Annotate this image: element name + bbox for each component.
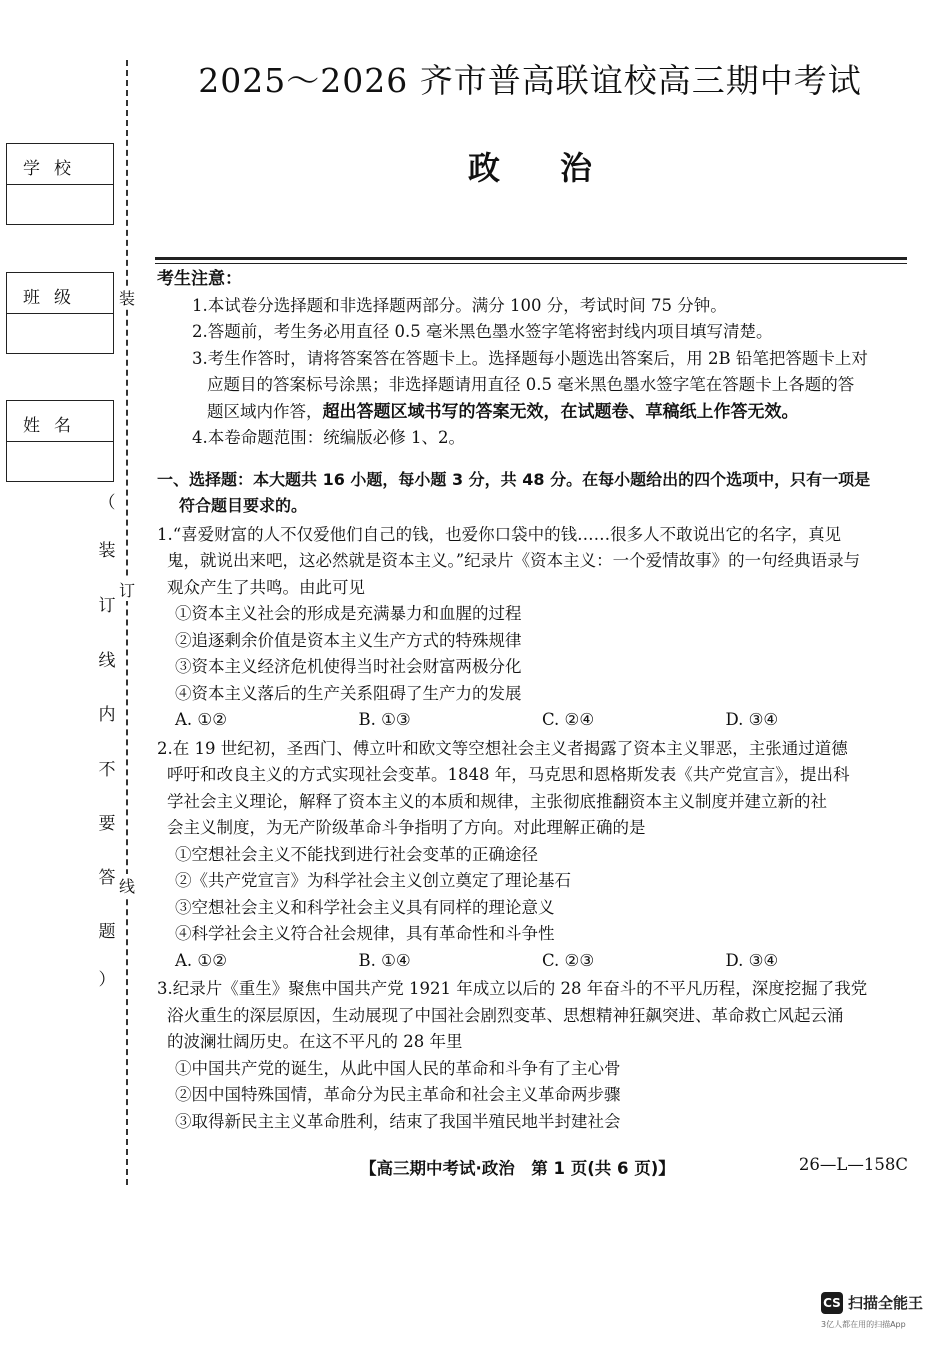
class-label: 班级	[23, 288, 85, 308]
binding-dashed-line	[126, 60, 128, 1185]
notice-item-text: 题区域内作答，	[207, 401, 323, 421]
question-stem-line: 浴火重生的深层原因，生动展现了中国社会剧烈变革、思想精神狂飙突进、革命救亡风起云涌	[167, 1005, 844, 1025]
paper-code: 26—L—158C	[798, 1155, 908, 1174]
class-field-divider	[6, 313, 114, 314]
header-rule-thin	[155, 263, 907, 264]
exam-subject: 政治	[467, 149, 652, 187]
vertical-notice-char: 订	[98, 596, 116, 616]
question-statement: ③资本主义经济危机使得当时社会财富两极分化	[175, 657, 522, 676]
question-options	[157, 707, 909, 734]
vertical-notice-char: 线	[98, 651, 116, 671]
vertical-notice-char: 不	[98, 760, 116, 780]
notice-item: 4.本卷命题范围：统编版必修 1、2。	[192, 428, 465, 447]
notice-block	[157, 266, 909, 452]
option-b: B. ①④	[358, 950, 411, 970]
vertical-notice-char: 要	[98, 814, 116, 834]
vertical-notice-char: 题	[98, 922, 116, 942]
notice-item: 2.答题前，考生务必用直径 0.5 毫米黑色墨水签字笔将密封线内项目填写清楚。	[192, 322, 773, 341]
question-stem-line: 会主义制度，为无产阶级革命斗争指明了方向。对此理解正确的是	[167, 818, 646, 837]
vertical-notice-char: 装	[98, 541, 116, 561]
notice-item-continued	[192, 399, 909, 426]
question-stem-line: 3.纪录片《重生》聚焦中国共产党 1921 年成立以后的 28 年奋斗的不平凡历程，深度挖掘了我党	[157, 979, 868, 998]
option-a: A. ①②	[175, 950, 227, 970]
question-stem-line: 1.“喜爱财富的人不仅爱他们自己的钱，也爱你口袋中的钱……很多人不敢说出它的名字，真见	[157, 524, 842, 544]
question-stem-line: 学社会主义理论，解释了资本主义的本质和规律，主张彻底推翻资本主义制度并建立新的社	[167, 791, 827, 811]
question-3	[157, 976, 909, 1135]
school-field-divider	[6, 184, 114, 185]
option-c: C. ②③	[542, 950, 595, 970]
exam-title: 2025～2026 齐市普高联谊校高三期中考试	[198, 61, 862, 100]
camscanner-name: 扫描全能王	[848, 1294, 924, 1312]
vertical-notice-char: （	[98, 493, 116, 513]
section-heading	[157, 467, 909, 520]
section-heading-line: 一、选择题：本大题共 16 小题，每小题 3 分，共 48 分。在每小题给出的四个选项中，只有一项是	[157, 469, 871, 489]
question-statement: ④资本主义落后的生产关系阻碍了生产力的发展	[175, 683, 522, 703]
school-label: 学校	[23, 159, 85, 179]
notice-bold-warning: 超出答题区域书写的答案无效，在试题卷、草稿纸上作答无效。	[322, 401, 799, 422]
notice-item: 1.本试卷分选择题和非选择题两部分。满分 100 分，考试时间 75 分钟。	[192, 295, 727, 315]
question-statement: ③空想社会主义和科学社会主义具有同样的理论意义	[175, 897, 555, 917]
question-2	[157, 736, 909, 975]
question-statement: ②追逐剩余价值是资本主义生产方式的特殊规律	[175, 630, 522, 650]
option-d: D. ③④	[725, 710, 779, 729]
binding-char-xian: 线	[119, 874, 135, 897]
question-1	[157, 522, 909, 734]
vertical-notice-char: 内	[98, 705, 116, 725]
question-statement: ③取得新民主主义革命胜利，结束了我国半殖民地半封建社会	[175, 1111, 621, 1131]
camscanner-tagline: 3亿人都在用的扫描App	[821, 1320, 906, 1329]
question-statement: ②《共产党宣言》为科学社会主义创立奠定了理论基石	[175, 871, 571, 890]
section-heading-line: 符合题目要求的。	[179, 496, 308, 515]
option-d: D. ③④	[725, 950, 779, 970]
question-stem-line: 观众产生了共鸣。由此可见	[167, 577, 365, 597]
option-b: B. ①③	[358, 710, 411, 729]
question-stem-line: 2.在 19 世纪初，圣西门、傅立叶和欧文等空想社会主义者揭露了资本主义罪恶，主张通过道德	[157, 738, 848, 758]
question-options	[157, 948, 909, 975]
binding-char-zhuang: 装	[119, 286, 135, 309]
question-stem-line: 鬼，就说出来吧，这必然就是资本主义。”纪录片《资本主义：一个爱情故事》的一句经典语录与	[167, 551, 861, 570]
camscanner-logo-icon: CS	[821, 1292, 843, 1314]
question-statement: ①中国共产党的诞生，从此中国人民的革命和斗争有了主心骨	[175, 1058, 621, 1078]
notice-item: 3.考生作答时，请将答案答在答题卡上。选择题每小题选出答案后，用 2B 铅笔把答题卡上对	[192, 348, 868, 368]
name-field-divider	[6, 441, 114, 442]
header-rule-thick	[155, 257, 907, 260]
vertical-notice-char: 答	[98, 868, 116, 888]
binding-char-ding: 订	[119, 578, 135, 601]
question-statement: ④科学社会主义符合社会规律，具有革命性和斗争性	[175, 924, 555, 943]
question-statement: ①空想社会主义不能找到进行社会变革的正确途径	[175, 844, 538, 864]
question-statement: ①资本主义社会的形成是充满暴力和血腥的过程	[175, 604, 522, 623]
question-stem-line: 的波澜壮阔历史。在这不平凡的 28 年里	[167, 1032, 463, 1051]
notice-item-continued: 应题目的答案标号涂黑；非选择题请用直径 0.5 毫米黑色墨水签字笔在答题卡上各题的答	[207, 375, 855, 394]
name-label: 姓名	[23, 416, 85, 436]
option-a: A. ①②	[175, 710, 227, 729]
page-footer: 【高三期中考试·政治 第 1 页(共 6 页)】	[360, 1159, 675, 1178]
question-statement: ②因中国特殊国情，革命分为民主革命和社会主义革命两步骤	[175, 1085, 621, 1104]
vertical-notice-char: ）	[98, 970, 116, 990]
notice-heading: 考生注意：	[157, 269, 242, 289]
option-c: C. ②④	[542, 710, 595, 729]
question-stem-line: 呼吁和改良主义的方式实现社会变革。1848 年，马克思和恩格斯发表《共产党宣言》，提出科	[167, 765, 850, 784]
exam-content	[157, 266, 909, 1135]
